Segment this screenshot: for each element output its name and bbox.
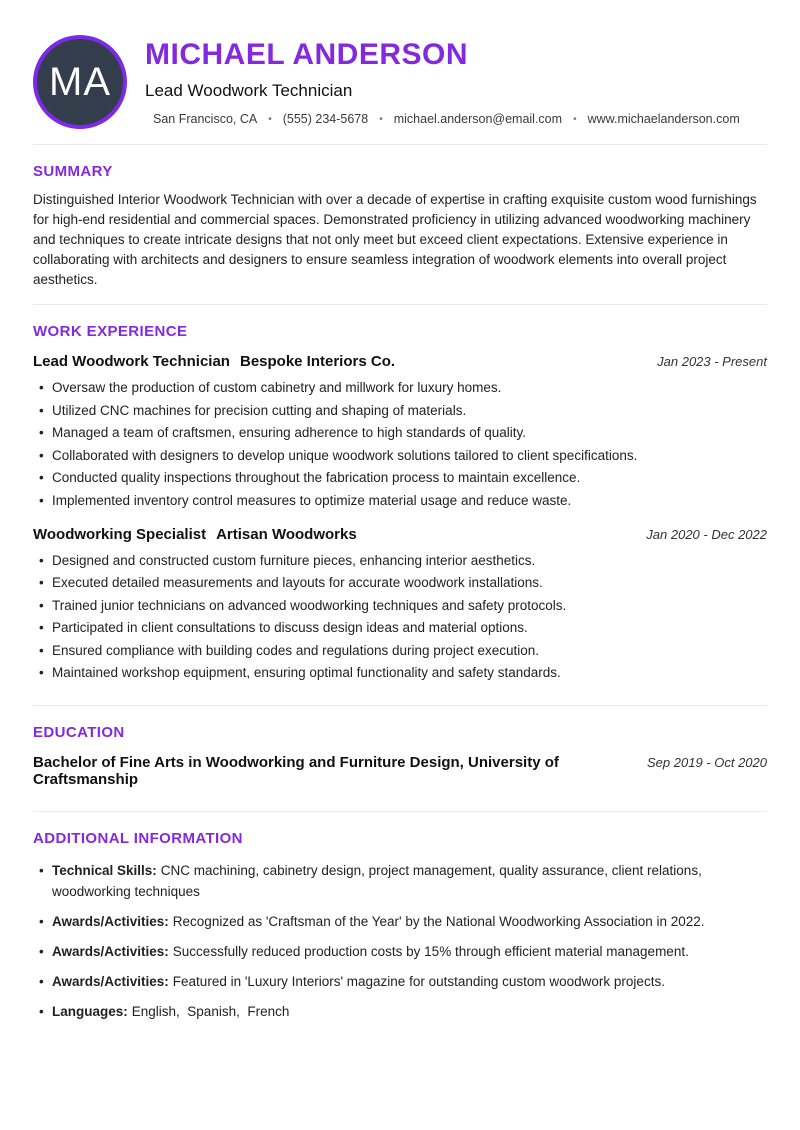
job-entry-header — [33, 353, 767, 370]
info-text: CNC machining, cabinetry design, project management, quality assurance, client relations, woodworking techniques — [52, 863, 706, 899]
info-text: Featured in 'Luxury Interiors' magazine for outstanding custom woodwork projects. — [172, 974, 665, 989]
info-label: Awards/Activities: — [52, 914, 169, 929]
info-label: Technical Skills: — [52, 863, 157, 878]
contact-website: www.michaelanderson.com — [587, 112, 740, 126]
additional-info-list — [33, 860, 767, 1022]
job-title-company — [33, 353, 395, 370]
info-text: Recognized as 'Craftsman of the Year' by the National Woodworking Association in 2022. — [172, 914, 705, 929]
contact-location: San Francisco, CA — [153, 112, 258, 126]
list-item: • Maintained workshop equipment, ensuring optimal functionality and safety standards. — [33, 664, 767, 681]
list-item: • Conducted quality inspections throughout the fabrication process to maintain excellence. — [33, 469, 767, 486]
list-item — [33, 911, 767, 932]
list-item — [33, 941, 767, 962]
list-item: • Collaborated with designers to develop unique woodwork solutions tailored to client specifications. — [33, 447, 767, 464]
list-item: • Ensured compliance with building codes and regulations during project execution. — [33, 642, 767, 659]
job-entry — [33, 353, 767, 509]
list-item: • Executed detailed measurements and layouts for accurate woodwork installations. — [33, 574, 767, 591]
header-job-title: Lead Woodwork Technician — [145, 81, 353, 100]
education-heading: EDUCATION — [33, 724, 125, 741]
summary-text: Distinguished Interior Woodwork Technician with over a decade of expertise in crafting exquisite custom wood furnishings for high-end residential and commercial spaces. Demonstrated proficiency in utilizing advanced woodworking machinery and techniques to create intricate designs that not only meet but exceed client expectations. Extensive experience in collaborating with architects and designers to ensure seamless integration of woodwork elements into overall project aesthetics. — [33, 192, 757, 287]
info-label: Awards/Activities: — [52, 944, 169, 959]
job-bullet-list — [33, 552, 767, 682]
job-dates: Jan 2020 - Dec 2022 — [646, 526, 767, 542]
avatar — [33, 35, 127, 129]
contact-row — [153, 112, 767, 126]
job-title: Woodworking Specialist — [33, 525, 207, 543]
education-entry — [33, 754, 767, 788]
list-item: • Designed and constructed custom furniture pieces, enhancing interior aesthetics. — [33, 552, 767, 569]
list-item: • Implemented inventory control measures to optimize material usage and reduce waste. — [33, 492, 767, 509]
divider — [33, 144, 767, 145]
summary-heading: SUMMARY — [33, 163, 113, 180]
education-degree: Bachelor of Fine Arts in Woodworking and Furniture Design, University of Craftsmanship — [33, 754, 559, 788]
list-item: • Oversaw the production of custom cabinetry and millwork for luxury homes. — [33, 379, 767, 396]
contact-phone: (555) 234-5678 — [282, 112, 369, 126]
avatar-initials: MA — [49, 59, 111, 104]
job-title: Lead Woodwork Technician — [33, 353, 230, 370]
list-item: • Trained junior technicians on advanced woodworking techniques and safety protocols. — [33, 597, 767, 614]
list-item: • Managed a team of craftsmen, ensuring adherence to high standards of quality. — [33, 424, 767, 441]
info-text: English, Spanish, French — [131, 1004, 290, 1019]
divider — [33, 705, 767, 706]
job-bullet-list — [33, 379, 767, 509]
education-dates: Sep 2019 - Oct 2020 — [647, 755, 767, 770]
contact-email: michael.anderson@email.com — [393, 112, 563, 126]
job-company: Artisan Woodworks — [216, 525, 357, 543]
list-item: • Participated in client consultations to discuss design ideas and material options. — [33, 619, 767, 636]
additional-information-heading: ADDITIONAL INFORMATION — [33, 830, 243, 847]
divider — [33, 811, 767, 812]
info-label: Awards/Activities: — [52, 974, 169, 989]
info-label: Languages: — [52, 1004, 128, 1019]
list-item — [33, 860, 767, 902]
job-dates: Jan 2023 - Present — [657, 354, 767, 369]
page-title: MICHAEL ANDERSON — [145, 38, 469, 71]
contact-separator: • — [379, 114, 383, 125]
list-item: • Utilized CNC machines for precision cutting and shaping of materials. — [33, 402, 767, 419]
contact-separator: • — [268, 114, 272, 125]
header-text — [145, 38, 767, 126]
resume-header — [33, 35, 767, 129]
job-company: Bespoke Interiors Co. — [239, 353, 396, 370]
job-title-company — [33, 526, 357, 543]
job-entry-header — [33, 526, 767, 543]
info-text: Successfully reduced production costs by 15% through efficient material management. — [172, 944, 689, 959]
work-experience-heading: WORK EXPERIENCE — [33, 323, 188, 340]
list-item — [33, 1001, 767, 1022]
contact-separator: • — [573, 114, 577, 125]
job-entry — [33, 526, 767, 682]
divider — [33, 304, 767, 305]
list-item — [33, 971, 767, 992]
